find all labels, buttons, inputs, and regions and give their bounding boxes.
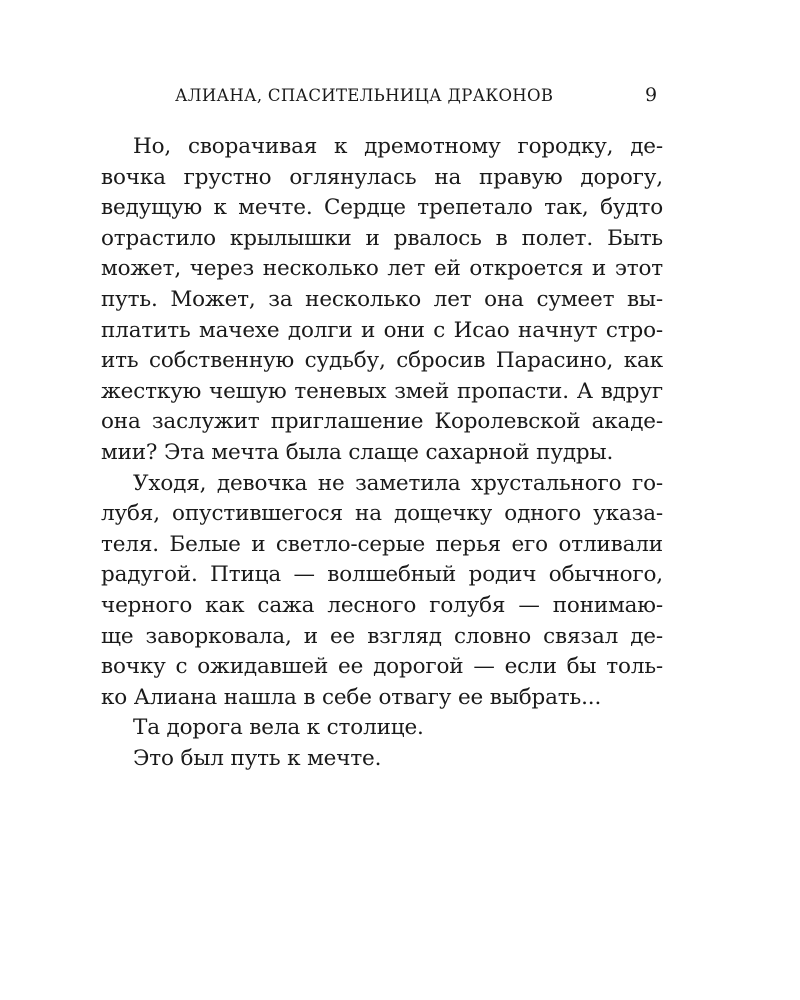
body-text — [101, 132, 663, 774]
text-line: ко Алиана нашла в себе отвагу ее выбрать... — [101, 684, 602, 710]
text-line: ще заворковала, и ее взгляд словно связал де- — [101, 623, 663, 649]
text-line: мии? Эта мечта была слаще сахарной пудры. — [101, 439, 614, 465]
text-line: теля. Белые и светло-серые перья его отливали — [101, 531, 663, 557]
text-line: может, через несколько лет ей откроется и этот — [101, 256, 663, 282]
text-line: черного как сажа лесного голубя — понимаю- — [101, 592, 663, 618]
text-line: путь. Может, за несколько лет она сумеет вы- — [101, 286, 663, 312]
text-line: отрастило крылышки и рвалось в полет. Быть — [101, 225, 663, 251]
text-line: Уходя, девочка не заметила хрустального го- — [133, 470, 663, 496]
text-line: ить собственную судьбу, сбросив Парасино, как — [101, 348, 663, 374]
text-line: ведущую к мечте. Сердце трепетало так, будто — [101, 195, 663, 221]
running-header — [0, 86, 800, 116]
running-title: АЛИАНА, СПАСИТЕЛЬНИЦА ДРАКОНОВ — [175, 86, 554, 105]
text-line: она заслужит приглашение Королевской акаде- — [101, 409, 663, 435]
text-line: Та дорога вела к столице. — [133, 715, 424, 741]
text-line: Но, сворачивая к дремотному городку, де- — [133, 134, 663, 159]
text-line: вочку с ожидавшей ее дорогой — если бы толь- — [101, 654, 663, 680]
text-line: Это был путь к мечте. — [133, 745, 382, 771]
text-line: вочка грустно оглянулась на правую дорогу, — [101, 164, 663, 190]
text-line: платить мачехе долги и они с Исао начнут стро- — [101, 317, 663, 343]
text-line: лубя, опустившегося на дощечку одного указа- — [101, 501, 663, 527]
page-number: 9 — [645, 84, 658, 106]
text-line: радугой. Птица — волшебный родич обычного, — [101, 562, 663, 588]
text-line: жесткую чешую теневых змей пропасти. А вдруг — [101, 378, 663, 404]
